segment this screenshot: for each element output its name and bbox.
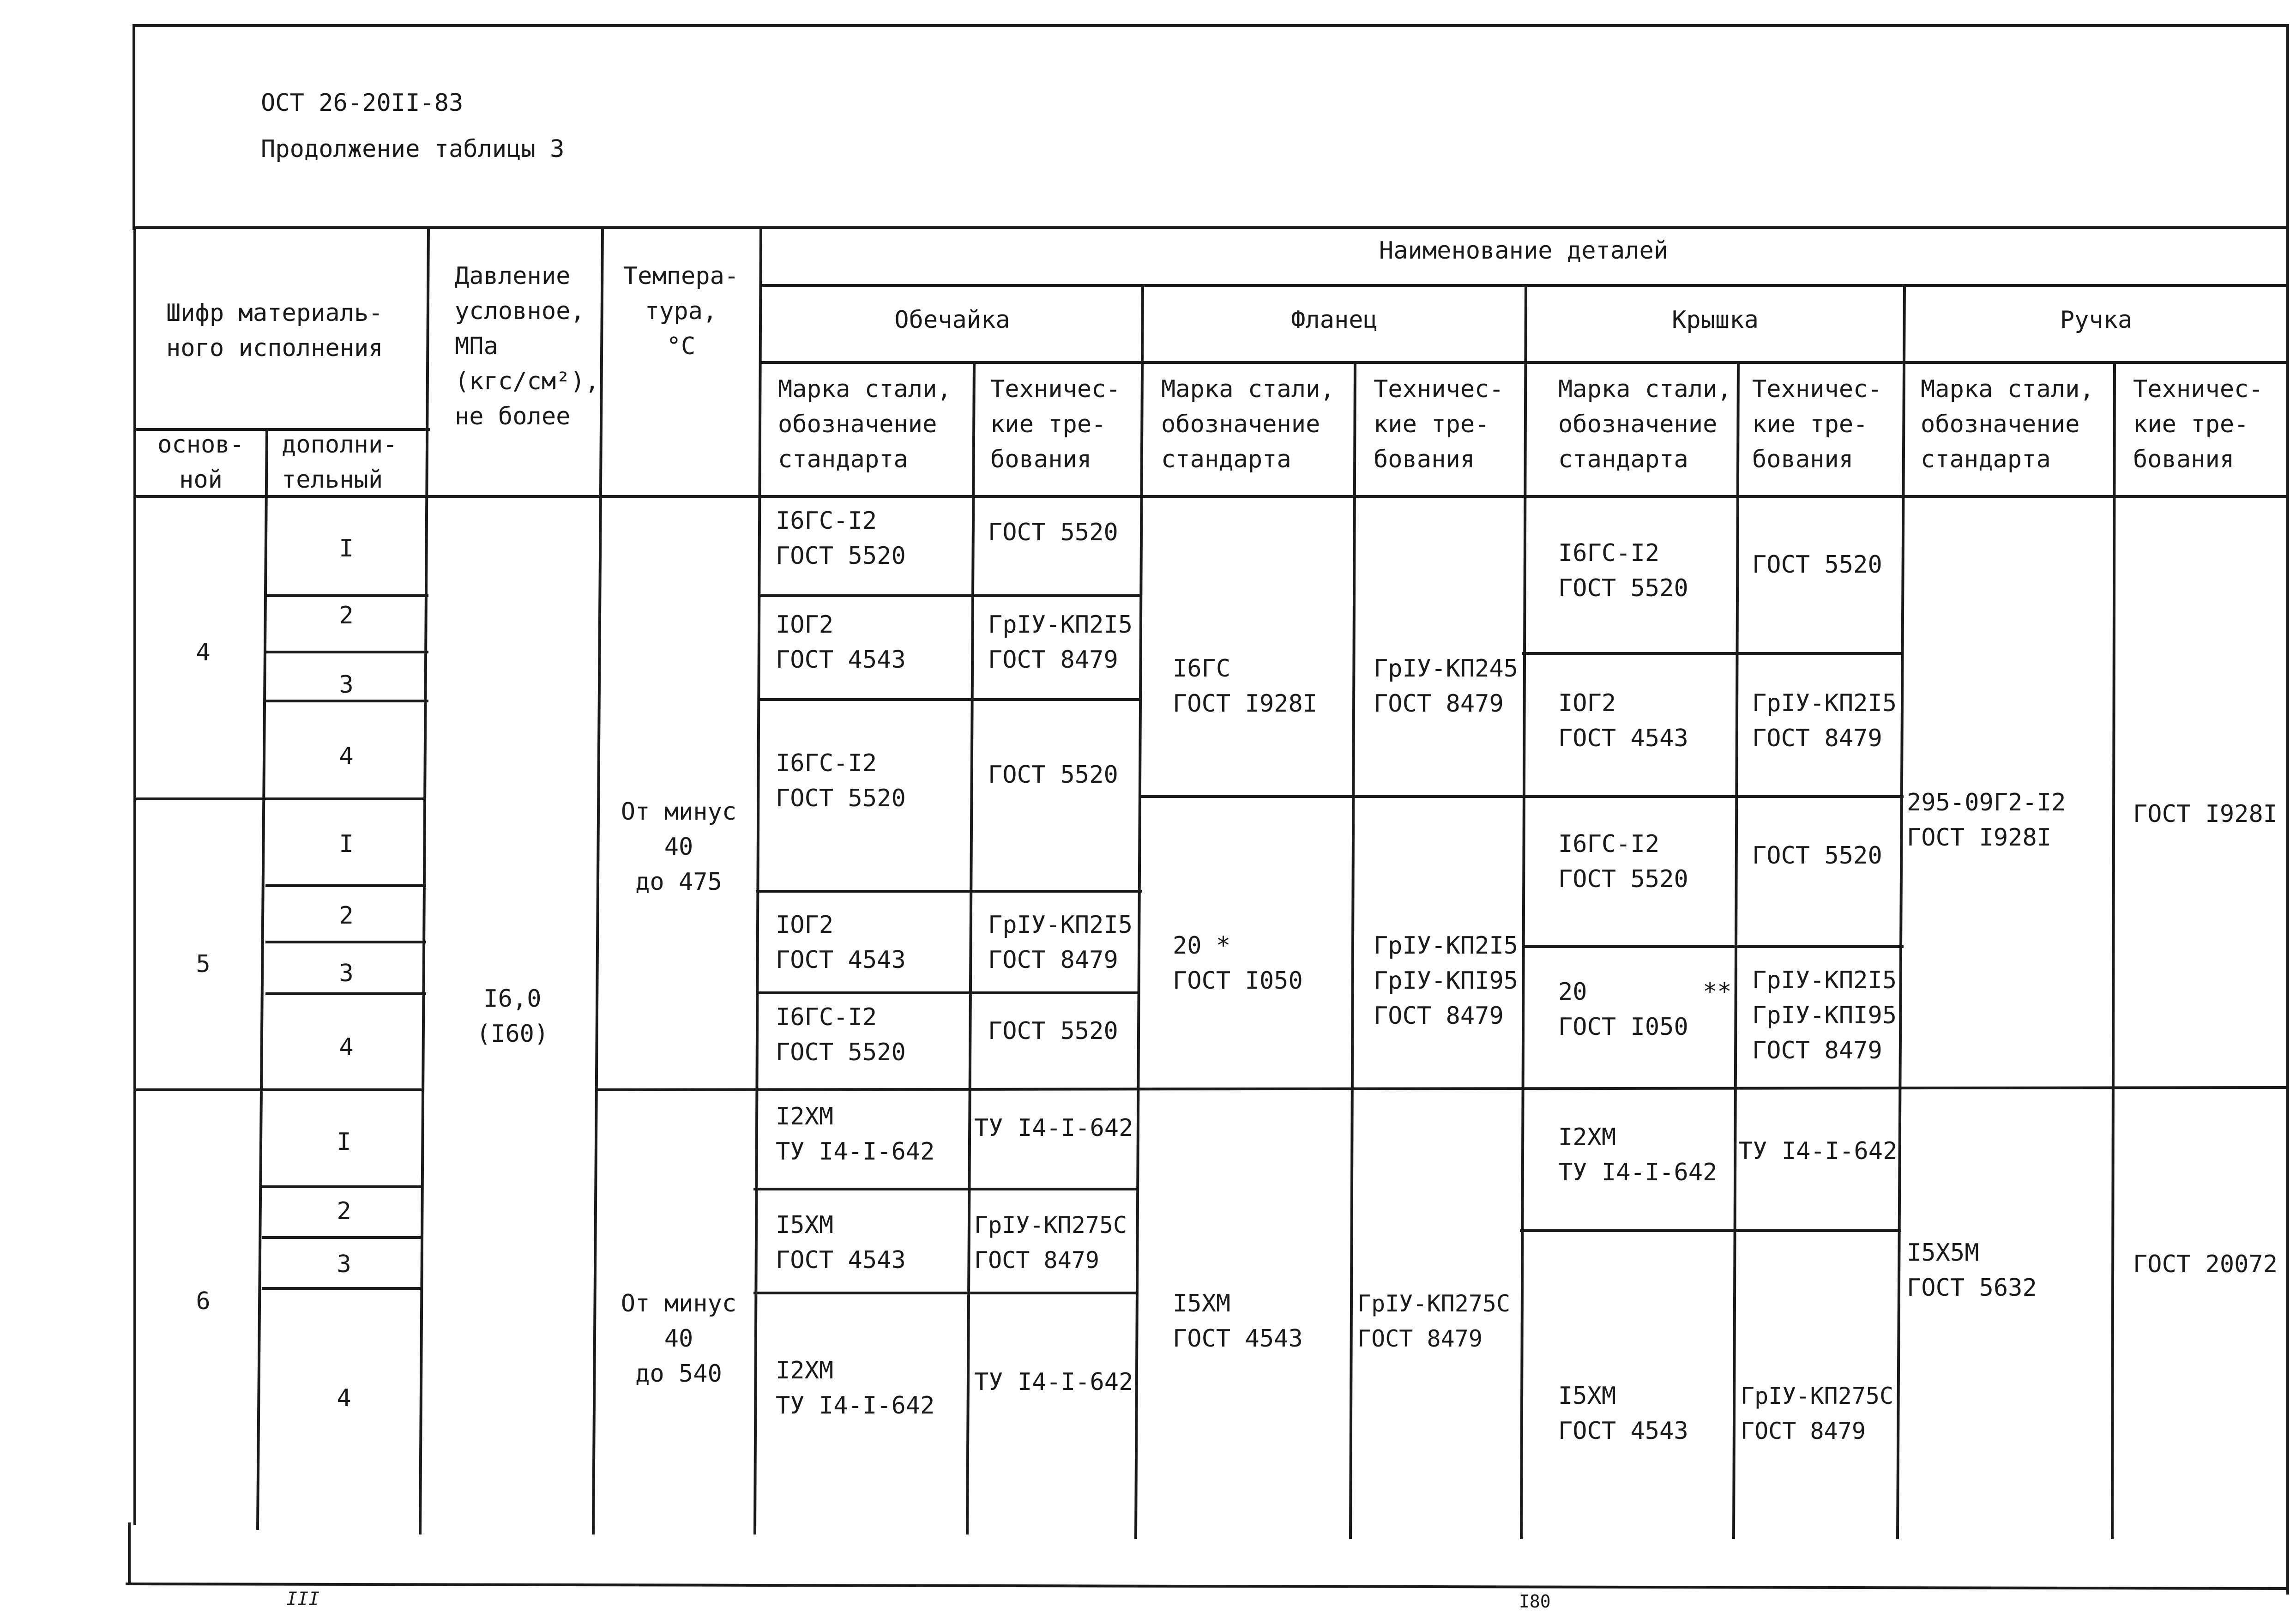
kryshka-marka: IОГ2 ГОСТ 4543 xyxy=(1558,689,1688,752)
flanets-marka: I6ГС ГОСТ I928I xyxy=(1173,655,1318,718)
header-marka-ruchka: Марка стали, обозначение стандарта xyxy=(1921,375,2094,473)
extra-code: I xyxy=(339,535,354,562)
extra-code: 4 xyxy=(337,1384,351,1412)
flanets-tech: ГрIУ-КП2I5 ГрIУ-КПI95 ГОСТ 8479 xyxy=(1374,932,1519,1030)
obechayka-marka: IОГ2 ГОСТ 4543 xyxy=(776,611,906,674)
ruchka-tech: ГОСТ 20072 xyxy=(2133,1250,2278,1278)
header-tech-ruchka: Техничес- кие тре- бования xyxy=(2133,375,2263,473)
flanets-tech: ГрIУ-КП275С ГОСТ 8479 xyxy=(1357,1290,1511,1352)
obechayka-marka: IОГ2 ГОСТ 4543 xyxy=(776,911,906,974)
extra-code: 3 xyxy=(339,960,354,987)
obechayka-tech: ГрIУ-КП2I5 ГОСТ 8479 xyxy=(988,911,1133,974)
page-mark-right: I80 xyxy=(1519,1591,1551,1612)
header-dopolnitelny: дополни- тельный xyxy=(282,431,398,494)
obechayka-tech: ГрIУ-КП2I5 ГОСТ 8479 xyxy=(988,611,1133,674)
temperature-range: От минус 40 до 475 xyxy=(621,798,737,896)
header-tech-flanets: Техничес- кие тре- бования xyxy=(1374,375,1504,473)
obechayka-tech: ГОСТ 5520 xyxy=(988,1017,1118,1045)
main-code-6: 6 xyxy=(196,1287,211,1315)
header-shifr: Шифр материаль- ного исполнения xyxy=(166,299,383,362)
kryshka-tech: ТУ I4-I-642 xyxy=(1738,1137,1898,1165)
extra-code: 4 xyxy=(339,1033,354,1061)
obechayka-marka: I6ГС-I2 ГОСТ 5520 xyxy=(776,507,906,570)
kryshka-tech: ГОСТ 5520 xyxy=(1752,551,1882,579)
header-marka-obechayka: Марка стали, обозначение стандарта xyxy=(778,375,952,473)
kryshka-marka: 20 ** ГОСТ I050 xyxy=(1558,978,1732,1041)
table-caption: Продолжение таблицы 3 xyxy=(261,135,565,163)
obechayka-marka: I6ГС-I2 ГОСТ 5520 xyxy=(776,749,906,812)
kryshka-marka: I6ГС-I2 ГОСТ 5520 xyxy=(1558,830,1688,893)
kryshka-tech: ГрIУ-КП275С ГОСТ 8479 xyxy=(1741,1383,1894,1444)
extra-code: 2 xyxy=(339,902,354,930)
obechayka-tech: ГОСТ 5520 xyxy=(988,761,1118,789)
obechayka-tech: ТУ I4-I-642 xyxy=(974,1114,1133,1142)
obechayka-marka: I2ХМ ТУ I4-I-642 xyxy=(776,1103,935,1166)
header-pressure: Давление условное, МПа (кгс/см²), не более xyxy=(455,262,600,430)
kryshka-marka: I6ГС-I2 ГОСТ 5520 xyxy=(1558,539,1688,602)
header-part-kryshka: Крышка xyxy=(1672,306,1759,334)
flanets-marka: 20 * ГОСТ I050 xyxy=(1173,932,1303,995)
header-tech-kryshka: Техничес- кие тре- бования xyxy=(1752,375,1882,473)
header-part-ruchka: Ручка xyxy=(2060,306,2133,334)
page-mark-left: III xyxy=(286,1589,320,1610)
document-code: ОСТ 26-20II-83 xyxy=(261,89,464,117)
pressure-value: I6,0 (I60) xyxy=(476,985,549,1048)
ruchka-marka: 295-09Г2-I2 ГОСТ I928I xyxy=(1907,789,2066,852)
kryshka-tech: ГрIУ-КП2I5 ГрIУ-КПI95 ГОСТ 8479 xyxy=(1752,967,1897,1064)
header-temperature: Темпера- тура, °С xyxy=(623,262,739,360)
temperature-range: От минус 40 до 540 xyxy=(621,1290,737,1388)
header-part-names: Наименование деталей xyxy=(1379,237,1669,265)
flanets-tech: ГрIУ-КП245 ГОСТ 8479 xyxy=(1374,655,1519,718)
extra-code: I xyxy=(337,1128,351,1156)
obechayka-marka: I6ГС-I2 ГОСТ 5520 xyxy=(776,1003,906,1066)
extra-code: 3 xyxy=(337,1250,351,1278)
extra-code: 3 xyxy=(339,671,354,699)
header-part-obechayka: Обечайка xyxy=(894,306,1010,334)
kryshka-tech: ГрIУ-КП2I5 ГОСТ 8479 xyxy=(1752,689,1897,752)
extra-code: 2 xyxy=(339,602,354,629)
kryshka-marka: I2ХМ ТУ I4-I-642 xyxy=(1558,1124,1717,1186)
extra-code: 2 xyxy=(337,1197,351,1225)
header-part-flanets: Фланец xyxy=(1291,306,1378,334)
header-marka-flanets: Марка стали, обозначение стандарта xyxy=(1161,375,1335,473)
main-code-4: 4 xyxy=(196,639,211,666)
ruchka-tech: ГОСТ I928I xyxy=(2133,800,2278,828)
header-tech-obechayka: Техничес- кие тре- бования xyxy=(990,375,1121,473)
header-osnovnoy: основ- ной xyxy=(157,431,244,494)
obechayka-tech: ГОСТ 5520 xyxy=(988,519,1118,546)
extra-code: I xyxy=(339,830,354,858)
kryshka-marka: I5ХМ ГОСТ 4543 xyxy=(1558,1382,1688,1445)
ruchka-marka: I5Х5М ГОСТ 5632 xyxy=(1907,1239,2037,1302)
header-marka-kryshka: Марка стали, обозначение стандарта xyxy=(1558,375,1732,473)
obechayka-tech: ТУ I4-I-642 xyxy=(974,1368,1133,1396)
obechayka-marka: I5ХМ ГОСТ 4543 xyxy=(776,1211,906,1274)
obechayka-marka: I2ХМ ТУ I4-I-642 xyxy=(776,1357,935,1420)
extra-code: 4 xyxy=(339,743,354,770)
main-code-5: 5 xyxy=(196,950,211,978)
kryshka-tech: ГОСТ 5520 xyxy=(1752,842,1882,870)
flanets-marka: I5ХМ ГОСТ 4543 xyxy=(1173,1290,1303,1353)
obechayka-tech: ГрIУ-КП275С ГОСТ 8479 xyxy=(974,1212,1127,1274)
